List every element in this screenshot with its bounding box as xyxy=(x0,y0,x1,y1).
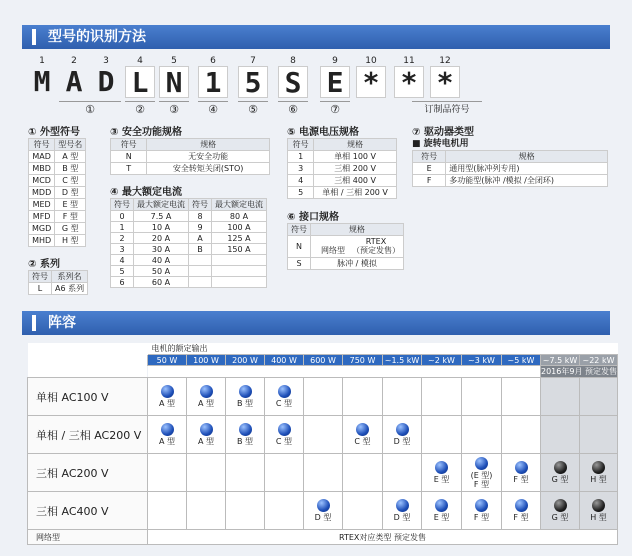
lineup-cell: A 型 xyxy=(187,416,226,454)
cell: 80 A xyxy=(212,211,267,222)
cell: 4 xyxy=(111,255,134,266)
table-interface: 符号 规格 N 网络型RTEX （预定发售） S 脉冲 / 模拟 xyxy=(287,223,404,270)
lineup-col-header: ~5 kW xyxy=(502,355,541,366)
lineup-cell: B 型 xyxy=(226,378,265,416)
t7-title: ⑦ 驱动器类型 xyxy=(412,127,474,138)
cell xyxy=(189,255,212,266)
model-dot-icon xyxy=(278,423,291,436)
cell: 4 xyxy=(288,175,314,187)
lineup-cell xyxy=(502,378,541,416)
model-dot-icon xyxy=(592,461,605,474)
model-dot-icon xyxy=(435,499,448,512)
lineup-cell xyxy=(383,454,422,492)
cell: A 型 xyxy=(55,151,86,163)
cell: A xyxy=(189,233,212,244)
code-char: M xyxy=(33,65,51,98)
model-dot-icon xyxy=(239,385,252,398)
code-char: L xyxy=(125,66,155,98)
lineup-cell: F 型 xyxy=(462,492,502,530)
cell: MBD xyxy=(29,163,55,175)
col-header: 规格 xyxy=(314,139,397,151)
cell: MDD xyxy=(29,187,55,199)
lineup-cell xyxy=(226,492,265,530)
lineup-cell: G 型 xyxy=(541,454,580,492)
model-dot-icon xyxy=(592,499,605,512)
lineup-col-header: 100 W xyxy=(187,355,226,366)
col-header: 符号 xyxy=(111,139,147,151)
table-shape xyxy=(28,138,86,247)
cell: 安全转矩关闭(STO) xyxy=(147,163,270,175)
cell: 多功能型(脉冲 /模拟 /全闭环) xyxy=(446,175,608,187)
cell: D 型 xyxy=(55,187,86,199)
field-circle: ③ xyxy=(159,101,189,116)
lineup-cell: D 型 xyxy=(304,492,343,530)
lineup-cell xyxy=(148,492,187,530)
lineup-col-header: ~22 kW xyxy=(580,355,618,366)
col-header: 符号 xyxy=(189,199,212,211)
lineup-cell xyxy=(462,378,502,416)
lineup-cell xyxy=(383,378,422,416)
col-header: 符号 xyxy=(111,199,134,211)
cell: 8 xyxy=(189,211,212,222)
cell: 30 A xyxy=(134,244,189,255)
cell: 5 xyxy=(288,187,314,199)
cell: MGD xyxy=(29,223,55,235)
cell xyxy=(189,277,212,288)
code-char: 1 xyxy=(198,66,228,98)
lineup-cell xyxy=(187,454,226,492)
col-header: 符号 xyxy=(288,139,314,151)
cell: 50 A xyxy=(134,266,189,277)
cell: 10 A xyxy=(134,222,189,233)
position-number: 11 xyxy=(403,56,415,66)
lineup-cell xyxy=(422,416,462,454)
code-char: E xyxy=(320,66,350,98)
field-circle: ① xyxy=(59,101,121,116)
col-header: 符号 xyxy=(29,139,55,151)
lineup-cell xyxy=(502,416,541,454)
code-char: S xyxy=(278,66,308,98)
lineup-row-label: 三相 AC400 V xyxy=(28,492,148,530)
lineup-cell: C 型 xyxy=(265,416,304,454)
position-number: 6 xyxy=(210,56,216,66)
cell: 7.5 A xyxy=(134,211,189,222)
t2-title: ② 系列 xyxy=(28,259,60,270)
cell: 0 xyxy=(111,211,134,222)
lineup-col-header: 50 W xyxy=(148,355,187,366)
lineup-cell: A 型 xyxy=(148,378,187,416)
lineup-cell: D 型 xyxy=(383,492,422,530)
t1-title: ① 外型符号 xyxy=(28,127,80,138)
cell: MHD xyxy=(29,235,55,247)
lineup-cell: F 型 xyxy=(502,492,541,530)
model-dot-icon xyxy=(161,423,174,436)
lineup-col-header: 750 W xyxy=(343,355,383,366)
col-header: 最大额定电流 xyxy=(212,199,267,211)
table-safety xyxy=(110,138,270,175)
model-dot-icon xyxy=(356,423,369,436)
lineup-cell xyxy=(343,492,383,530)
lineup-cell xyxy=(187,492,226,530)
position-number: 4 xyxy=(137,56,143,66)
lineup-cell: H 型 xyxy=(580,454,618,492)
footer-text: RTEX对应类型 预定发售 xyxy=(148,530,618,545)
cell: B xyxy=(189,244,212,255)
col-header: 符号 xyxy=(288,224,311,236)
position-number: 3 xyxy=(103,56,109,66)
model-dot-icon xyxy=(515,499,528,512)
cell: T xyxy=(111,163,147,175)
cell: A6 系列 xyxy=(52,283,88,295)
model-dot-icon xyxy=(161,385,174,398)
position-number: 2 xyxy=(71,56,77,66)
col-header: 最大额定电流 xyxy=(134,199,189,211)
footer-label: 网络型 xyxy=(28,530,148,545)
lineup-cell: (E 型) F 型 xyxy=(462,454,502,492)
col-header: 规格 xyxy=(311,224,404,236)
cell: MED xyxy=(29,199,55,211)
cell: L xyxy=(29,283,52,295)
cell: 单相 / 三相 200 V xyxy=(314,187,397,199)
lineup-cell xyxy=(541,378,580,416)
lineup-cell: B 型 xyxy=(226,416,265,454)
model-dot-icon xyxy=(554,499,567,512)
t3-title: ③ 安全功能规格 xyxy=(110,127,182,138)
lineup-cell xyxy=(541,416,580,454)
lineup-caption: 电机的额定输出 xyxy=(148,343,618,355)
lineup-row-label: 单相 AC100 V xyxy=(28,378,148,416)
lineup-cell xyxy=(148,454,187,492)
field-circle: ⑤ xyxy=(238,101,268,116)
cell: G 型 xyxy=(55,223,86,235)
col-header: 系列名 xyxy=(52,271,88,283)
order-label: 订制品符号 xyxy=(412,101,482,115)
col-header: 规格 xyxy=(446,151,608,163)
t7-sub: ■ 旋转电机用 xyxy=(412,139,469,149)
cell: N xyxy=(111,151,147,163)
t4-title: ④ 最大额定电流 xyxy=(110,187,182,198)
position-number: 10 xyxy=(365,56,377,66)
cell: 3 xyxy=(288,163,314,175)
lineup-cell xyxy=(580,378,618,416)
lineup-cell xyxy=(422,378,462,416)
cell: MFD xyxy=(29,211,55,223)
model-dot-icon xyxy=(278,385,291,398)
position-number: 7 xyxy=(250,56,256,66)
cell: H 型 xyxy=(55,235,86,247)
cell: 脉冲 / 模拟 xyxy=(311,258,404,270)
position-number: 12 xyxy=(439,56,451,66)
model-dot-icon xyxy=(475,499,488,512)
lineup-col-header: 600 W xyxy=(304,355,343,366)
cell: 单相 100 V xyxy=(314,151,397,163)
model-dot-icon xyxy=(396,423,409,436)
cell xyxy=(212,266,267,277)
cell: B 型 xyxy=(55,163,86,175)
model-dot-icon xyxy=(515,461,528,474)
col-header: 符号 xyxy=(413,151,446,163)
lineup-col-header: ~2 kW xyxy=(422,355,462,366)
cell xyxy=(212,277,267,288)
lineup-col-header: ~7.5 kW xyxy=(541,355,580,366)
lineup-cell xyxy=(580,416,618,454)
field-circle: ④ xyxy=(198,101,228,116)
lineup-cell: D 型 xyxy=(383,416,422,454)
lineup-cell: E 型 xyxy=(422,492,462,530)
col-header: 符号 xyxy=(29,271,52,283)
cell: 3 xyxy=(111,244,134,255)
code-char: * xyxy=(394,66,424,98)
cell: 无安全功能 xyxy=(147,151,270,163)
cell: 三相 400 V xyxy=(314,175,397,187)
cell: 40 A xyxy=(134,255,189,266)
lineup-cell xyxy=(304,416,343,454)
cell: S xyxy=(288,258,311,270)
model-dot-icon xyxy=(317,499,330,512)
t6-title: ⑥ 接口规格 xyxy=(287,212,339,223)
model-dot-icon xyxy=(435,461,448,474)
model-dot-icon xyxy=(475,457,488,470)
field-circle: ⑦ xyxy=(320,101,350,116)
lineup-col-header: 400 W xyxy=(265,355,304,366)
model-dot-icon xyxy=(200,385,213,398)
lineup-cell: F 型 xyxy=(502,454,541,492)
col-header: 型号名 xyxy=(55,139,86,151)
cell: 1 xyxy=(111,222,134,233)
cell: 5 xyxy=(111,266,134,277)
table-series xyxy=(28,270,88,295)
position-number: 8 xyxy=(290,56,296,66)
col-header: 规格 xyxy=(147,139,270,151)
lineup-cell xyxy=(304,378,343,416)
lineup-cell xyxy=(265,492,304,530)
table-voltage xyxy=(287,138,397,199)
t5-title: ⑤ 电源电压规格 xyxy=(287,127,359,138)
lineup-cell xyxy=(343,454,383,492)
lineup-cell: E 型 xyxy=(422,454,462,492)
cell xyxy=(212,255,267,266)
model-dot-icon xyxy=(200,423,213,436)
section-header-model: 型号的识别方法 xyxy=(22,25,610,49)
cell: 100 A xyxy=(212,222,267,233)
cell: 1 xyxy=(288,151,314,163)
model-dot-icon xyxy=(396,499,409,512)
lineup-cell xyxy=(226,454,265,492)
code-char: N xyxy=(159,66,189,98)
cell: MAD xyxy=(29,151,55,163)
cell: 20 A xyxy=(134,233,189,244)
lineup-cell xyxy=(265,454,304,492)
lineup-cell: A 型 xyxy=(187,378,226,416)
field-circle: ⑥ xyxy=(278,101,308,116)
lineup-cell: H 型 xyxy=(580,492,618,530)
lineup-row-label: 单相 / 三相 AC200 V xyxy=(28,416,148,454)
cell: F xyxy=(413,175,446,187)
lineup-cell: A 型 xyxy=(148,416,187,454)
lineup-col-header: ~1.5 kW xyxy=(383,355,422,366)
table-current xyxy=(110,198,267,288)
code-char: * xyxy=(430,66,460,98)
field-circle: ② xyxy=(125,101,155,116)
cell: 三相 200 V xyxy=(314,163,397,175)
future-note: 2016年9月 预定发售 xyxy=(541,367,617,376)
code-char: D xyxy=(97,65,115,98)
code-char: A xyxy=(65,65,83,98)
cell: E 型 xyxy=(55,199,86,211)
position-number: 5 xyxy=(171,56,177,66)
lineup-cell: C 型 xyxy=(265,378,304,416)
cell xyxy=(189,266,212,277)
lineup-cell xyxy=(343,378,383,416)
cell: 125 A xyxy=(212,233,267,244)
code-char: 5 xyxy=(238,66,268,98)
cell: F 型 xyxy=(55,211,86,223)
table-driver-type xyxy=(412,150,608,187)
cell: E xyxy=(413,163,446,175)
cell: 9 xyxy=(189,222,212,233)
cell: 通用型(脉冲列专用) xyxy=(446,163,608,175)
cell: C 型 xyxy=(55,175,86,187)
lineup-row-label: 三相 AC200 V xyxy=(28,454,148,492)
position-number: 9 xyxy=(332,56,338,66)
cell: MCD xyxy=(29,175,55,187)
lineup-cell: C 型 xyxy=(343,416,383,454)
cell: 2 xyxy=(111,233,134,244)
section-header-lineup: 阵容 xyxy=(22,311,610,335)
cell: 6 xyxy=(111,277,134,288)
lineup-cell xyxy=(304,454,343,492)
lineup-col-header: ~3 kW xyxy=(462,355,502,366)
lineup-cell: G 型 xyxy=(541,492,580,530)
lineup-cell xyxy=(462,416,502,454)
code-char: * xyxy=(356,66,386,98)
model-dot-icon xyxy=(239,423,252,436)
cell: 60 A xyxy=(134,277,189,288)
model-dot-icon xyxy=(554,461,567,474)
lineup-col-header: 200 W xyxy=(226,355,265,366)
cell: 150 A xyxy=(212,244,267,255)
position-number: 1 xyxy=(39,56,45,66)
